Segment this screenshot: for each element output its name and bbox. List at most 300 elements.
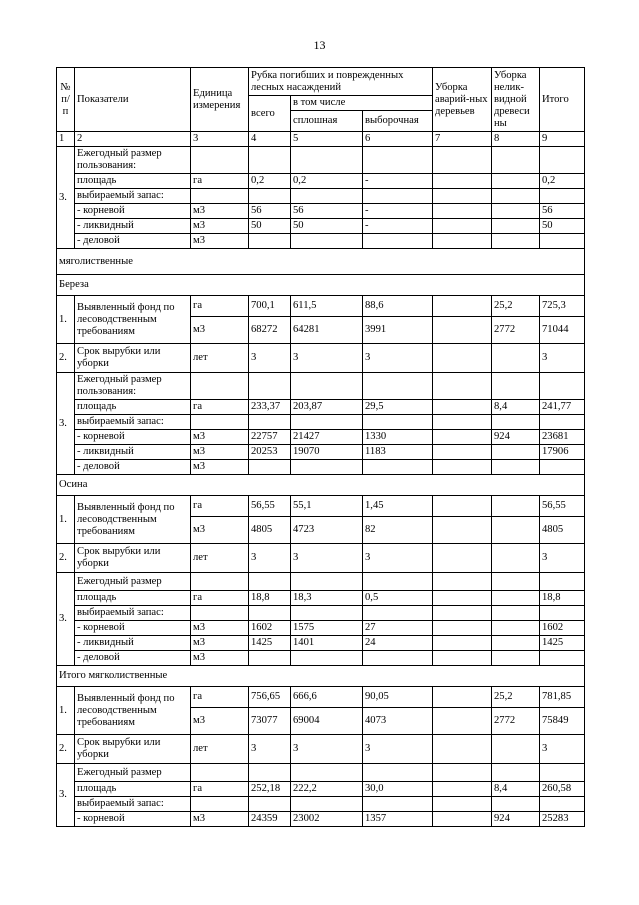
value-cell bbox=[433, 591, 492, 606]
value-cell: 18,8 bbox=[540, 591, 585, 606]
value-cell: 222,2 bbox=[291, 782, 363, 797]
unit-cell bbox=[191, 573, 249, 591]
value-cell bbox=[249, 797, 291, 812]
value-cell: 25,2 bbox=[492, 296, 540, 317]
value-cell: 1330 bbox=[363, 430, 433, 445]
unit-cell: м3 bbox=[191, 708, 249, 735]
value-cell: 3 bbox=[249, 344, 291, 373]
value-cell: 0,2 bbox=[291, 174, 363, 189]
value-cell: 233,37 bbox=[249, 400, 291, 415]
unit-cell bbox=[191, 373, 249, 400]
value-cell bbox=[492, 573, 540, 591]
table-row bbox=[57, 415, 585, 430]
value-cell: 4723 bbox=[291, 517, 363, 544]
unit-cell: га bbox=[191, 400, 249, 415]
value-cell bbox=[363, 606, 433, 621]
value-cell: 241,77 bbox=[540, 400, 585, 415]
value-cell bbox=[492, 735, 540, 764]
header-total-all: всего bbox=[249, 96, 291, 132]
section-heading: Береза bbox=[57, 275, 585, 296]
table-row bbox=[57, 204, 585, 219]
value-cell bbox=[433, 687, 492, 708]
value-cell bbox=[363, 147, 433, 174]
value-cell bbox=[249, 234, 291, 249]
value-cell: 27 bbox=[363, 621, 433, 636]
value-cell: 1425 bbox=[540, 636, 585, 651]
unit-cell: м3 bbox=[191, 460, 249, 475]
header-selective: выборочная bbox=[363, 111, 433, 132]
value-cell bbox=[433, 544, 492, 573]
value-cell: 68272 bbox=[249, 317, 291, 344]
value-cell bbox=[433, 621, 492, 636]
value-cell bbox=[492, 544, 540, 573]
table-row bbox=[57, 621, 585, 636]
section-heading-row bbox=[57, 475, 585, 496]
value-cell bbox=[363, 234, 433, 249]
value-cell: 22757 bbox=[249, 430, 291, 445]
value-cell: 88,6 bbox=[363, 296, 433, 317]
value-cell: 21427 bbox=[291, 430, 363, 445]
value-cell: 0,2 bbox=[540, 174, 585, 189]
value-cell bbox=[249, 764, 291, 782]
value-cell: 56 bbox=[249, 204, 291, 219]
col-number: 1 bbox=[57, 132, 75, 147]
indicator-label: площадь bbox=[75, 782, 191, 797]
value-cell: 3 bbox=[540, 735, 585, 764]
value-cell bbox=[433, 782, 492, 797]
value-cell: 1575 bbox=[291, 621, 363, 636]
indicator-label: - ликвидный bbox=[75, 636, 191, 651]
unit-cell bbox=[191, 797, 249, 812]
value-cell bbox=[433, 797, 492, 812]
section-heading-row bbox=[57, 249, 585, 275]
value-cell bbox=[291, 606, 363, 621]
value-cell bbox=[433, 204, 492, 219]
table-row bbox=[57, 460, 585, 475]
value-cell: 1357 bbox=[363, 812, 433, 827]
value-cell: 24 bbox=[363, 636, 433, 651]
value-cell: 50 bbox=[249, 219, 291, 234]
value-cell: 924 bbox=[492, 430, 540, 445]
value-cell bbox=[540, 234, 585, 249]
unit-cell: м3 bbox=[191, 812, 249, 827]
value-cell: 3 bbox=[291, 544, 363, 573]
value-cell bbox=[492, 445, 540, 460]
indicator-label: - ликвидный bbox=[75, 445, 191, 460]
indicator-label: Выявленный фонд по лесоводственным требованиям bbox=[75, 687, 191, 735]
value-cell: 8,4 bbox=[492, 400, 540, 415]
value-cell: 1602 bbox=[540, 621, 585, 636]
value-cell bbox=[433, 445, 492, 460]
value-cell bbox=[540, 651, 585, 666]
value-cell bbox=[291, 189, 363, 204]
value-cell: 1425 bbox=[249, 636, 291, 651]
indicator-label: Срок вырубки или уборки bbox=[75, 344, 191, 373]
row-number: 1. bbox=[57, 296, 75, 344]
value-cell: 1183 bbox=[363, 445, 433, 460]
value-cell: 4805 bbox=[249, 517, 291, 544]
value-cell bbox=[433, 400, 492, 415]
value-cell: 30,0 bbox=[363, 782, 433, 797]
header-emergency: Уборка аварий-ных деревьев bbox=[433, 68, 492, 132]
row-number: 2. bbox=[57, 735, 75, 764]
value-cell bbox=[433, 430, 492, 445]
value-cell bbox=[540, 764, 585, 782]
value-cell bbox=[433, 606, 492, 621]
value-cell: 2772 bbox=[492, 317, 540, 344]
value-cell: 3991 bbox=[363, 317, 433, 344]
value-cell bbox=[433, 812, 492, 827]
table-row bbox=[57, 573, 585, 591]
value-cell bbox=[540, 573, 585, 591]
indicator-label: площадь bbox=[75, 174, 191, 189]
table-row bbox=[57, 189, 585, 204]
value-cell bbox=[291, 651, 363, 666]
value-cell bbox=[433, 189, 492, 204]
unit-cell: м3 bbox=[191, 636, 249, 651]
section-heading: мяголиственные bbox=[57, 249, 585, 275]
header-num: № п/п bbox=[57, 68, 75, 132]
column-numbers-row bbox=[57, 132, 585, 147]
value-cell: 203,87 bbox=[291, 400, 363, 415]
indicator-label: Ежегодный размер bbox=[75, 764, 191, 782]
value-cell bbox=[492, 606, 540, 621]
value-cell: 20253 bbox=[249, 445, 291, 460]
value-cell bbox=[291, 764, 363, 782]
value-cell bbox=[492, 636, 540, 651]
indicator-label: - корневой bbox=[75, 430, 191, 445]
value-cell: 3 bbox=[291, 344, 363, 373]
value-cell: 700,1 bbox=[249, 296, 291, 317]
value-cell bbox=[540, 373, 585, 400]
value-cell: 260,58 bbox=[540, 782, 585, 797]
value-cell: 2772 bbox=[492, 708, 540, 735]
unit-cell: га bbox=[191, 782, 249, 797]
value-cell: 3 bbox=[291, 735, 363, 764]
unit-cell: м3 bbox=[191, 445, 249, 460]
indicator-label: Срок вырубки или уборки bbox=[75, 544, 191, 573]
header-clear: сплошная bbox=[291, 111, 363, 132]
value-cell: 3 bbox=[363, 344, 433, 373]
value-cell: 3 bbox=[540, 544, 585, 573]
indicator-label: выбираемый запас: bbox=[75, 189, 191, 204]
unit-cell: га bbox=[191, 496, 249, 517]
table-row bbox=[57, 764, 585, 782]
value-cell: 1401 bbox=[291, 636, 363, 651]
value-cell bbox=[492, 517, 540, 544]
value-cell bbox=[540, 606, 585, 621]
value-cell: 25,2 bbox=[492, 687, 540, 708]
value-cell bbox=[492, 764, 540, 782]
col-number: 3 bbox=[191, 132, 249, 147]
value-cell bbox=[540, 147, 585, 174]
indicator-label: - корневой bbox=[75, 204, 191, 219]
value-cell bbox=[363, 797, 433, 812]
value-cell bbox=[433, 415, 492, 430]
table-row bbox=[57, 400, 585, 415]
value-cell bbox=[492, 591, 540, 606]
value-cell bbox=[433, 373, 492, 400]
value-cell bbox=[363, 573, 433, 591]
section-heading-row bbox=[57, 275, 585, 296]
value-cell bbox=[433, 636, 492, 651]
table-row bbox=[57, 651, 585, 666]
col-number: 5 bbox=[291, 132, 363, 147]
value-cell: 56 bbox=[291, 204, 363, 219]
unit-cell bbox=[191, 606, 249, 621]
value-cell bbox=[433, 234, 492, 249]
unit-cell: м3 bbox=[191, 219, 249, 234]
unit-cell: м3 bbox=[191, 517, 249, 544]
value-cell: 18,8 bbox=[249, 591, 291, 606]
header-nonliquid: Уборка нелик-видной древеси ны bbox=[492, 68, 540, 132]
section-heading: Осина bbox=[57, 475, 585, 496]
row-number: 3. bbox=[57, 764, 75, 827]
value-cell bbox=[363, 764, 433, 782]
value-cell: 56 bbox=[540, 204, 585, 219]
value-cell bbox=[492, 344, 540, 373]
value-cell: 71044 bbox=[540, 317, 585, 344]
page-number: 13 bbox=[313, 38, 326, 52]
value-cell bbox=[291, 797, 363, 812]
col-number: 4 bbox=[249, 132, 291, 147]
value-cell: 1,45 bbox=[363, 496, 433, 517]
unit-cell: м3 bbox=[191, 317, 249, 344]
unit-cell bbox=[191, 147, 249, 174]
row-number: 2. bbox=[57, 344, 75, 373]
value-cell: 3 bbox=[363, 735, 433, 764]
indicator-label: - деловой bbox=[75, 234, 191, 249]
value-cell bbox=[363, 415, 433, 430]
value-cell bbox=[433, 460, 492, 475]
value-cell: 252,18 bbox=[249, 782, 291, 797]
indicator-label: - деловой bbox=[75, 460, 191, 475]
row-number: 1. bbox=[57, 687, 75, 735]
value-cell bbox=[433, 651, 492, 666]
value-cell bbox=[492, 174, 540, 189]
value-cell: 23681 bbox=[540, 430, 585, 445]
value-cell bbox=[249, 606, 291, 621]
indicator-label: площадь bbox=[75, 591, 191, 606]
value-cell bbox=[433, 344, 492, 373]
value-cell: 3 bbox=[540, 344, 585, 373]
value-cell: - bbox=[363, 204, 433, 219]
value-cell bbox=[492, 204, 540, 219]
value-cell: 756,65 bbox=[249, 687, 291, 708]
value-cell bbox=[492, 460, 540, 475]
row-number: 3. bbox=[57, 373, 75, 475]
value-cell: 666,6 bbox=[291, 687, 363, 708]
indicator-label: Ежегодный размер bbox=[75, 573, 191, 591]
value-cell: 3 bbox=[249, 735, 291, 764]
unit-cell bbox=[191, 415, 249, 430]
value-cell: 56,55 bbox=[540, 496, 585, 517]
value-cell bbox=[492, 234, 540, 249]
indicator-label: - корневой bbox=[75, 621, 191, 636]
header-indicators: Показатели bbox=[75, 68, 191, 132]
value-cell: 924 bbox=[492, 812, 540, 827]
table-row bbox=[57, 544, 585, 573]
col-number: 7 bbox=[433, 132, 492, 147]
table-row bbox=[57, 496, 585, 517]
unit-cell: м3 bbox=[191, 234, 249, 249]
value-cell bbox=[363, 460, 433, 475]
value-cell: 19070 bbox=[291, 445, 363, 460]
header-felling: Рубка погибших и поврежденных лесных насаждений bbox=[249, 68, 433, 96]
value-cell: 4805 bbox=[540, 517, 585, 544]
value-cell bbox=[249, 415, 291, 430]
value-cell: - bbox=[363, 174, 433, 189]
value-cell: 3 bbox=[363, 544, 433, 573]
value-cell bbox=[433, 219, 492, 234]
value-cell bbox=[492, 219, 540, 234]
value-cell: 781,85 bbox=[540, 687, 585, 708]
unit-cell bbox=[191, 189, 249, 204]
value-cell: 24359 bbox=[249, 812, 291, 827]
table-row bbox=[57, 234, 585, 249]
indicator-label: выбираемый запас: bbox=[75, 797, 191, 812]
indicator-label: Срок вырубки или уборки bbox=[75, 735, 191, 764]
col-number: 2 bbox=[75, 132, 191, 147]
value-cell bbox=[363, 373, 433, 400]
value-cell bbox=[540, 189, 585, 204]
table-row bbox=[57, 174, 585, 189]
table-row bbox=[57, 812, 585, 827]
value-cell bbox=[492, 415, 540, 430]
table-row bbox=[57, 373, 585, 400]
table-row bbox=[57, 606, 585, 621]
value-cell bbox=[433, 317, 492, 344]
value-cell bbox=[433, 147, 492, 174]
row-number: 2. bbox=[57, 544, 75, 573]
table-row bbox=[57, 344, 585, 373]
value-cell: 73077 bbox=[249, 708, 291, 735]
header-row-1 bbox=[57, 68, 585, 96]
value-cell: 75849 bbox=[540, 708, 585, 735]
value-cell bbox=[492, 373, 540, 400]
unit-cell: га bbox=[191, 174, 249, 189]
value-cell: 50 bbox=[540, 219, 585, 234]
table-row bbox=[57, 147, 585, 174]
value-cell bbox=[249, 573, 291, 591]
row-number: 3. bbox=[57, 147, 75, 249]
indicator-label: площадь bbox=[75, 400, 191, 415]
value-cell bbox=[540, 797, 585, 812]
value-cell: 1602 bbox=[249, 621, 291, 636]
value-cell: 29,5 bbox=[363, 400, 433, 415]
table-row bbox=[57, 797, 585, 812]
col-number: 9 bbox=[540, 132, 585, 147]
col-number: 6 bbox=[363, 132, 433, 147]
value-cell bbox=[492, 147, 540, 174]
value-cell bbox=[249, 147, 291, 174]
value-cell: 56,55 bbox=[249, 496, 291, 517]
value-cell: 23002 bbox=[291, 812, 363, 827]
indicator-label: Ежегодный размер пользования: bbox=[75, 373, 191, 400]
indicator-label: Выявленный фонд по лесоводственным требованиям bbox=[75, 496, 191, 544]
value-cell: 18,3 bbox=[291, 591, 363, 606]
indicator-label: Выявленный фонд по лесоводственным требованиям bbox=[75, 296, 191, 344]
value-cell bbox=[492, 189, 540, 204]
value-cell bbox=[291, 460, 363, 475]
value-cell: 3 bbox=[249, 544, 291, 573]
value-cell bbox=[433, 573, 492, 591]
value-cell bbox=[249, 651, 291, 666]
value-cell bbox=[363, 651, 433, 666]
value-cell: 0,2 bbox=[249, 174, 291, 189]
value-cell bbox=[433, 517, 492, 544]
value-cell bbox=[492, 621, 540, 636]
value-cell bbox=[433, 174, 492, 189]
indicator-label: Ежегодный размер пользования: bbox=[75, 147, 191, 174]
value-cell bbox=[291, 147, 363, 174]
unit-cell: лет bbox=[191, 544, 249, 573]
value-cell bbox=[492, 651, 540, 666]
unit-cell: га bbox=[191, 687, 249, 708]
table-row bbox=[57, 782, 585, 797]
value-cell: 611,5 bbox=[291, 296, 363, 317]
value-cell: 25283 bbox=[540, 812, 585, 827]
value-cell: 4073 bbox=[363, 708, 433, 735]
indicator-label: выбираемый запас: bbox=[75, 606, 191, 621]
value-cell: 8,4 bbox=[492, 782, 540, 797]
value-cell: 55,1 bbox=[291, 496, 363, 517]
unit-cell: м3 bbox=[191, 430, 249, 445]
value-cell bbox=[433, 708, 492, 735]
value-cell: 82 bbox=[363, 517, 433, 544]
unit-cell: га bbox=[191, 296, 249, 317]
table-row bbox=[57, 636, 585, 651]
value-cell bbox=[291, 234, 363, 249]
table-row bbox=[57, 445, 585, 460]
value-cell bbox=[540, 415, 585, 430]
unit-cell: га bbox=[191, 591, 249, 606]
value-cell: 69004 bbox=[291, 708, 363, 735]
value-cell bbox=[492, 797, 540, 812]
value-cell: 17906 bbox=[540, 445, 585, 460]
row-number: 3. bbox=[57, 573, 75, 666]
col-number: 8 bbox=[492, 132, 540, 147]
value-cell bbox=[249, 189, 291, 204]
row-number: 1. bbox=[57, 496, 75, 544]
value-cell bbox=[291, 573, 363, 591]
unit-cell: м3 bbox=[191, 651, 249, 666]
indicator-label: - ликвидный bbox=[75, 219, 191, 234]
indicator-label: - деловой bbox=[75, 651, 191, 666]
value-cell bbox=[291, 373, 363, 400]
value-cell bbox=[433, 764, 492, 782]
value-cell bbox=[433, 735, 492, 764]
unit-cell: м3 bbox=[191, 204, 249, 219]
forest-use-table bbox=[56, 67, 585, 827]
table-row bbox=[57, 296, 585, 317]
indicator-label: - корневой bbox=[75, 812, 191, 827]
table-row bbox=[57, 735, 585, 764]
value-cell bbox=[249, 373, 291, 400]
unit-cell: лет bbox=[191, 735, 249, 764]
value-cell: 0,5 bbox=[363, 591, 433, 606]
value-cell: - bbox=[363, 219, 433, 234]
value-cell bbox=[433, 496, 492, 517]
header-including: в том числе bbox=[291, 96, 433, 111]
section-heading: Итого мягколиственные bbox=[57, 666, 585, 687]
table-row bbox=[57, 219, 585, 234]
header-unit: Единица измерения bbox=[191, 68, 249, 132]
value-cell bbox=[291, 415, 363, 430]
value-cell bbox=[249, 460, 291, 475]
value-cell bbox=[363, 189, 433, 204]
value-cell: 90,05 bbox=[363, 687, 433, 708]
